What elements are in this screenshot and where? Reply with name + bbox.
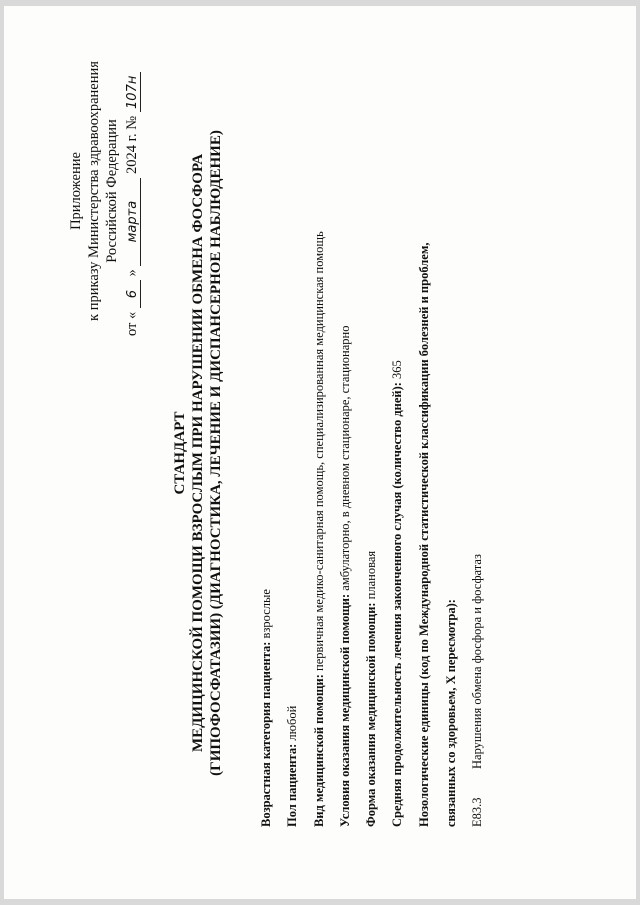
standard-subtitle-line-1: МЕДИЦИНСКОЙ ПОМОЩИ ВЗРОСЛЫМ ПРИ НАРУШЕНИИ ОБМЕНА ФОСФОРА bbox=[190, 153, 206, 753]
document-page bbox=[4, 6, 636, 899]
treatment-duration-value: 365 bbox=[390, 360, 404, 379]
care-type-row bbox=[312, 231, 327, 827]
care-form-value: плановая bbox=[364, 550, 378, 600]
appendix-title: Приложение bbox=[68, 152, 84, 230]
nosology-label-line-1: Нозологические единицы (код по Международной статистической классификации болезней и проблем, bbox=[417, 242, 431, 827]
date-close-quote: » bbox=[124, 269, 140, 277]
appendix-date-line bbox=[124, 46, 141, 336]
patient-sex-value: любой bbox=[285, 705, 299, 741]
care-conditions-value: амбулаторно, в дневном стационаре, стационарно bbox=[338, 325, 352, 591]
age-category-row bbox=[259, 589, 274, 827]
treatment-duration-row bbox=[390, 360, 405, 827]
standard-title: СТАНДАРТ bbox=[172, 411, 188, 495]
patient-sex-label: Пол пациента: bbox=[285, 743, 299, 827]
treatment-duration-label: Средняя продолжительность лечения законченного случая (количество дней): bbox=[390, 382, 404, 827]
care-conditions-label: Условия оказания медицинской помощи: bbox=[338, 593, 352, 827]
care-conditions-row bbox=[338, 326, 353, 827]
age-category-value: взрослые bbox=[259, 589, 273, 639]
date-month: марта bbox=[126, 178, 141, 266]
care-form-label: Форма оказания медицинской помощи: bbox=[364, 602, 378, 827]
date-from-label: от « bbox=[124, 311, 140, 336]
icd-name: Нарушения обмена фосфора и фосфатаз bbox=[470, 554, 484, 769]
patient-sex-row bbox=[285, 706, 300, 827]
date-year-label: 2024 г. № bbox=[124, 115, 140, 174]
appendix-order-line: к приказу Министерства здравоохранения bbox=[86, 61, 102, 321]
care-type-value: первичная медико-санитарная помощь, специализированная медицинская помощь bbox=[312, 231, 326, 671]
order-number: 107н bbox=[126, 72, 141, 112]
standard-subtitle-line-2: (ГИПОФОСФАТАЗИИ) (ДИАГНОСТИКА, ЛЕЧЕНИЕ И ДИСПАНСЕРНОЕ НАБЛЮДЕНИЕ) bbox=[208, 130, 224, 776]
care-form-row bbox=[364, 551, 379, 827]
icd-code: E83.3 bbox=[470, 797, 484, 827]
care-type-label: Вид медицинской помощи: bbox=[312, 674, 326, 827]
appendix-country-line: Российской Федерации bbox=[104, 119, 120, 263]
rotated-page-content bbox=[4, 6, 636, 899]
nosology-label-line-2: связанных со здоровьем, X пересмотра): bbox=[444, 599, 458, 827]
age-category-label: Возрастная категория пациента: bbox=[259, 641, 273, 827]
date-day: 6 bbox=[126, 280, 141, 308]
